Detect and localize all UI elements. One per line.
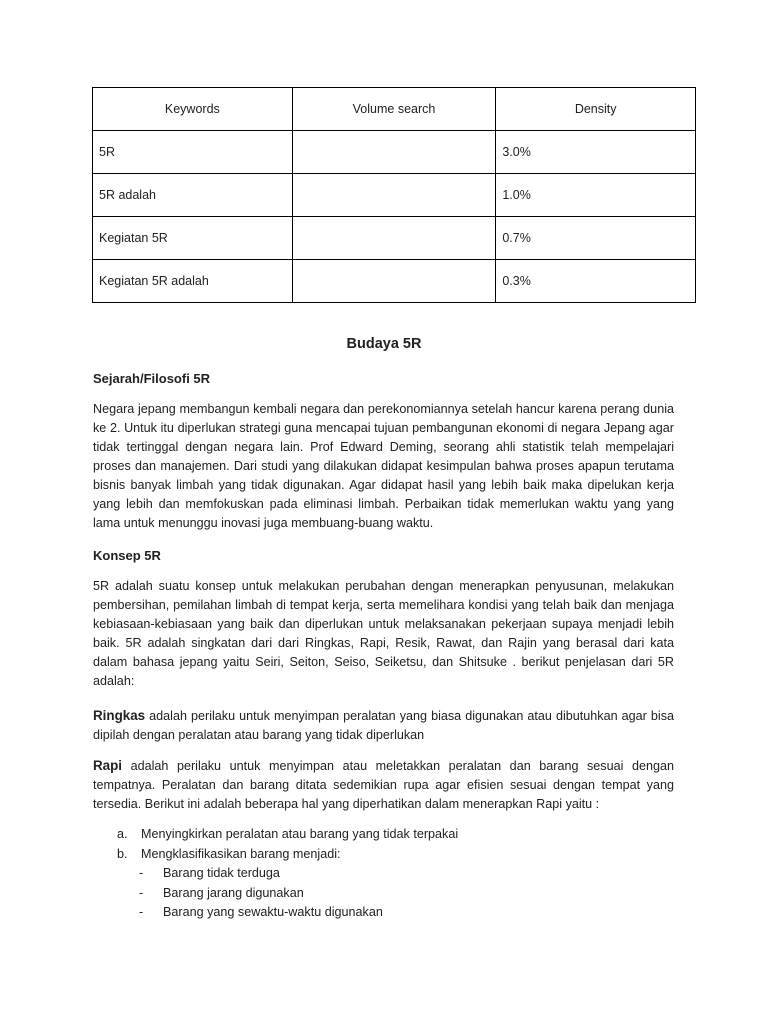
table-header-row xyxy=(93,88,696,131)
cell-density: 0.3% xyxy=(496,260,696,303)
page-title: Budaya 5R xyxy=(346,336,422,352)
paragraph-ringkas xyxy=(93,706,674,745)
table-row xyxy=(93,217,696,260)
cell-keyword: Kegiatan 5R xyxy=(93,217,293,260)
sub-list-item xyxy=(117,864,677,884)
heading-sejarah-filosofi: Sejarah/Filosofi 5R xyxy=(93,371,211,386)
dash-marker: - xyxy=(139,885,144,900)
header-density: Density xyxy=(496,88,696,131)
list-item xyxy=(117,845,677,865)
table-row xyxy=(93,260,696,303)
cell-volume xyxy=(292,131,496,174)
sub-list-item-text: Barang tidak terduga xyxy=(163,866,280,880)
sub-list-item xyxy=(117,884,677,904)
sub-list-item xyxy=(117,903,677,923)
cell-density: 1.0% xyxy=(496,174,696,217)
list-item-text: Mengklasifikasikan barang menjadi: xyxy=(141,846,341,861)
list-item xyxy=(117,825,677,845)
heading-konsep: Konsep 5R xyxy=(93,548,161,563)
paragraph-rapi xyxy=(93,756,674,814)
table-row xyxy=(93,131,696,174)
keyword-table xyxy=(92,87,696,303)
cell-volume xyxy=(292,217,496,260)
table-row xyxy=(93,174,696,217)
header-volume-search: Volume search xyxy=(292,88,496,131)
ringkas-definition: adalah perilaku untuk menyimpan peralatan yang biasa digunakan atau dibutuhkan agar bisa dipilah dengan peralatan atau barang yang tidak diperlukan xyxy=(93,709,674,742)
dash-marker: - xyxy=(139,866,144,880)
rapi-definition: adalah perilaku untuk menyimpan atau meletakkan peralatan dan barang sesuai dengan tempatnya. Peralatan dan barang ditata sedemikian rupa agar efisien sesuai dengan tempat yang tersedia. Berikut ini adalah beberapa hal yang diperhatikan dalam menerapkan Rapi yaitu : xyxy=(93,759,674,811)
cell-keyword: 5R adalah xyxy=(93,174,293,217)
rapi-list xyxy=(117,825,677,923)
dash-marker: - xyxy=(139,905,144,919)
cell-volume xyxy=(292,260,496,303)
cell-density: 3.0% xyxy=(496,131,696,174)
cell-keyword: 5R xyxy=(93,131,293,174)
list-item-text: Menyingkirkan peralatan atau barang yang tidak terpakai xyxy=(141,827,459,841)
paragraph-konsep: 5R adalah suatu konsep untuk melakukan perubahan dengan menerapkan penyusunan, melakukan pembersihan, pemilahan limbah di tempat kerja, serta memelihara kondisi yang telah baik dan menjaga kebiasaan-kebiasaan yang baik dan diperlukan untuk melaksanakan pekerjaan supaya menjadi lebih baik. 5R adalah singkatan dari dari Ringkas, Rapi, Resik, Rawat, dan Rajin yang berasal dari kata dalam bahasa jepang yaitu Seiri, Seiton, Seiso, Seiketsu, dan Shitsuke . berikut penjelasan dari 5R adalah: xyxy=(93,579,674,688)
cell-volume xyxy=(292,174,496,217)
term-rapi: Rapi xyxy=(93,758,123,773)
paragraph-sejarah: Negara jepang membangun kembali negara dan perekonomiannya setelah hancur karena perang dunia ke 2. Untuk itu diperlukan strategi guna mencapai tujuan pembangunan ekonomi di negara Jepang agar tidak tertinggal dengan negara lain. Prof Edward Deming, seorang ahli statistik telah mempelajari proses dan manajemen. Dari studi yang dilakukan didapat kesimpulan bahwa proses apapun terutama bisnis banyak limbah yang tidak digunakan. Agar didapat hasil yang lebih baik maka dipelukan kerja yang lebih dan memfokuskan pada eliminasi limbah. Perbaikan tidak memerlukan waktu yang yang lama untuk menunggu inovasi juga membuang-buang waktu. xyxy=(93,402,674,530)
cell-density: 0.7% xyxy=(496,217,696,260)
cell-keyword: Kegiatan 5R adalah xyxy=(93,260,293,303)
list-marker: a. xyxy=(117,827,128,841)
header-keywords: Keywords xyxy=(93,88,293,131)
term-ringkas: Ringkas xyxy=(93,708,146,723)
sub-list-item-text: Barang yang sewaktu-waktu digunakan xyxy=(163,905,383,919)
list-marker: b. xyxy=(117,846,128,861)
sub-list-item-text: Barang jarang digunakan xyxy=(163,885,304,900)
